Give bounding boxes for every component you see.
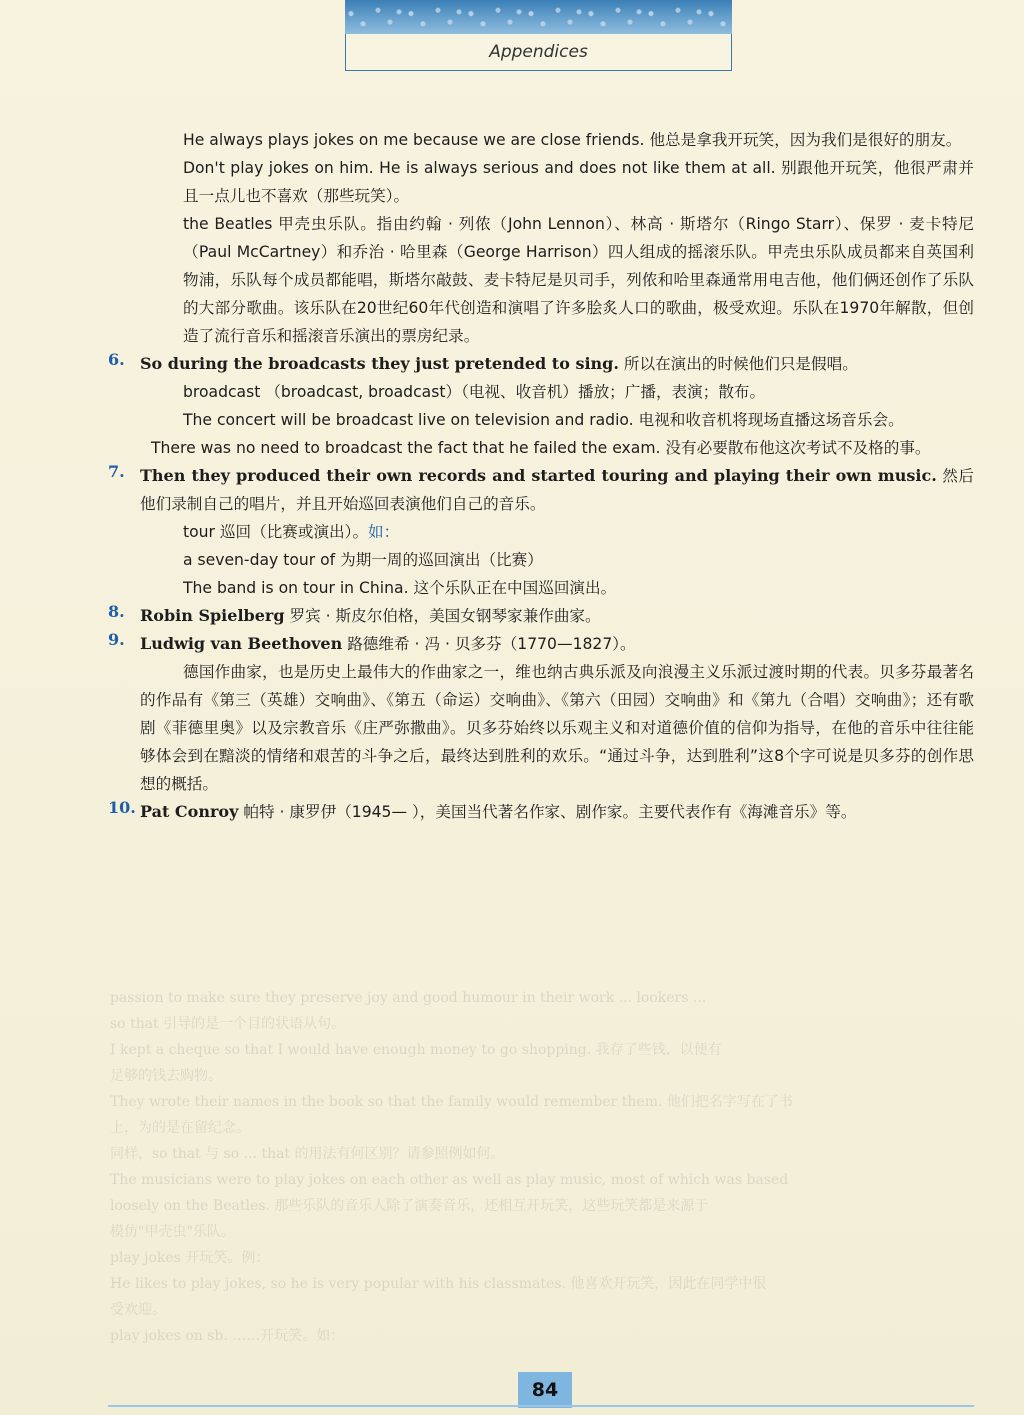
item-number: 8. [108, 602, 125, 621]
item-heading-en: Robin Spielberg [140, 606, 285, 625]
section-title: Appendices [489, 42, 588, 62]
footer-rule [108, 1405, 974, 1407]
note-item-9 [108, 630, 974, 798]
bleed-through-text: passion to make sure they preserve joy and good humour in their work ... lookers ... so that 引导的是一个目的状语从句。 I kept a cheque so that I would have enough money to go shopping. 我存了些钱，以便有 足够的钱去购物。 They wrote their names in the book so that the family would remember them. 他们把名字写在了书 上，为的是在留纪念。 同样，so that 与 so ... that 的用法有何区别？请参照例如何。 The musicians were to play jokes on each other as well as play music, most of which was based loosely on the Beatles. 那些乐队的音乐人除了演奏音乐，还相互开玩笑，这些玩笑都是来源于 模仿"甲壳虫"乐队。 play jokes 开玩笑。例： He likes to play jokes, so he is very popular with his classmates. 他喜欢开玩笑，因此在同学中很 受欢迎。 play jokes on sb. ……开玩笑。如： [110, 990, 793, 1344]
item-heading-en: Pat Conroy [140, 802, 239, 821]
item-number: 10. [108, 798, 136, 817]
item-heading-cn: 然后他们录制自己的唱片，并且开始巡回表演他们自己的音乐。 [140, 467, 974, 513]
beatles-note: the Beatles 甲壳虫乐队。指由约翰 · 列侬（John Lennon）、林高 · 斯塔尔（Ringo Starr）、保罗 · 麦卡特尼（Paul McCartney）和乔治 · 哈里森（George Harrison）四人组成的摇滚乐队。甲壳虫乐队成员都来自英国利物浦，乐队每个成员都能唱，斯塔尔敲鼓、麦卡特尼是贝司手，列侬和哈里森通常用电吉他，他们俩还创作了乐队的大部分歌曲。该乐队在20世纪60年代创造和演唱了许多脍炙人口的歌曲，极受欢迎。乐队在1970年解散，但创造了流行音乐和摇滚音乐演出的票房纪录。 [183, 215, 974, 345]
example-line: The concert will be broadcast live on television and radio. 电视和收音机将现场直播这场音乐会。 [183, 411, 904, 429]
section-header [345, 34, 732, 71]
note-item-6 [108, 350, 974, 462]
note-item-8 [108, 602, 974, 630]
item-heading-en: Ludwig van Beethoven [140, 634, 343, 653]
example-sentence: Don't play jokes on him. He is always serious and does not like them at all. 别跟他开玩笑，他很严肃并且一点儿也不喜欢（那些玩笑）。 [183, 159, 974, 205]
example-line: There was no need to broadcast the fact that he failed the exam. 没有必要散布他这次考试不及格的事。 [151, 439, 931, 457]
item-number: 7. [108, 462, 125, 481]
content-column [108, 126, 974, 826]
item-heading-cn: 路德维希 · 冯 · 贝多芬（1770—1827）。 [347, 635, 636, 653]
example-line: The band is on tour in China. 这个乐队正在中国巡回演出。 [183, 579, 617, 597]
definition-line: tour 巡回（比赛或演出）。如： [183, 523, 400, 541]
note-item-10 [108, 798, 974, 826]
item-heading-en: Then they produced their own records and started touring and playing their own music. [140, 466, 937, 485]
note-item-7 [108, 462, 974, 602]
item-heading-cn: 罗宾 · 斯皮尔伯格，美国女钢琴家兼作曲家。 [289, 607, 601, 625]
header-decoration [345, 0, 732, 34]
example-line: a seven-day tour of 为期一周的巡回演出（比赛） [183, 551, 543, 569]
example-sentence: He always plays jokes on me because we are close friends. 他总是拿我开玩笑，因为我们是很好的朋友。 [183, 131, 962, 149]
definition-line: broadcast （broadcast, broadcast）（电视、收音机）播放；广播，表演；散布。 [183, 383, 766, 401]
item-heading-cn: 所以在演出的时候他们只是假唱。 [623, 355, 858, 373]
item-heading-en: So during the broadcasts they just pretended to sing. [140, 354, 619, 373]
item-heading-cn: 帕特 · 康罗伊（1945— ），美国当代著名作家、剧作家。主要代表作有《海滩音乐》等。 [243, 803, 857, 821]
page-number [518, 1372, 572, 1408]
page-number-text: 84 [531, 1379, 559, 1401]
item-number: 9. [108, 630, 125, 649]
beethoven-description: 德国作曲家，也是历史上最伟大的作曲家之一，维也纳古典乐派及向浪漫主义乐派过渡时期的代表。贝多芬最著名的作品有《第三（英雄）交响曲》、《第五（命运）交响曲》、《第六（田园）交响曲》和《第九（合唱）交响曲》；还有歌剧《菲德里奥》以及宗教音乐《庄严弥撒曲》。贝多芬始终以乐观主义和对道德价值的信仰为指导，在他的音乐中往往能够体会到在黯淡的情绪和艰苦的斗争之后，最终达到胜利的欢乐。“通过斗争，达到胜利”这8个字可说是贝多芬的创作思想的概括。 [140, 663, 974, 793]
item-number: 6. [108, 350, 125, 369]
